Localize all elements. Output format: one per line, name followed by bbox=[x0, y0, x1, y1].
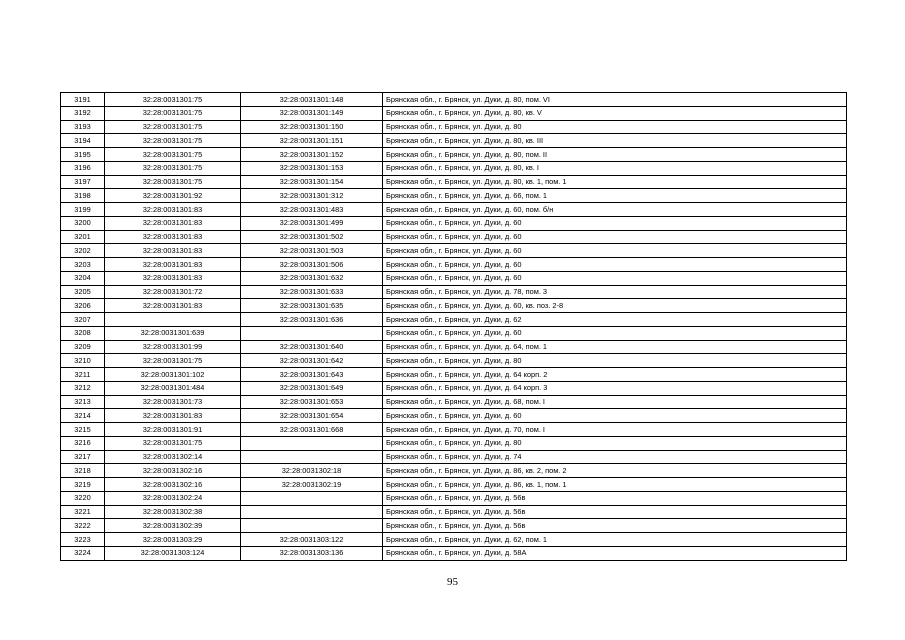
parcel-cadastral-number-cell: 32:28:0031301:72 bbox=[105, 285, 241, 299]
row-number-cell: 3191 bbox=[61, 93, 105, 107]
parcel-cadastral-number-cell: 32:28:0031301:73 bbox=[105, 395, 241, 409]
row-number-cell: 3223 bbox=[61, 533, 105, 547]
row-number-cell: 3222 bbox=[61, 519, 105, 533]
table-row bbox=[61, 340, 847, 354]
row-number-cell: 3217 bbox=[61, 450, 105, 464]
table-row bbox=[61, 368, 847, 382]
row-number-cell: 3203 bbox=[61, 258, 105, 272]
table-row bbox=[61, 354, 847, 368]
address-cell: Брянская обл., г. Брянск, ул. Дуки, д. 56в bbox=[383, 491, 847, 505]
object-cadastral-number-cell: 32:28:0031301:649 bbox=[241, 381, 383, 395]
parcel-cadastral-number-cell: 32:28:0031301:75 bbox=[105, 161, 241, 175]
object-cadastral-number-cell: 32:28:0031301:633 bbox=[241, 285, 383, 299]
address-cell: Брянская обл., г. Брянск, ул. Дуки, д. 80, кв. III bbox=[383, 134, 847, 148]
row-number-cell: 3195 bbox=[61, 148, 105, 162]
parcel-cadastral-number-cell: 32:28:0031301:99 bbox=[105, 340, 241, 354]
object-cadastral-number-cell: 32:28:0031301:653 bbox=[241, 395, 383, 409]
parcel-cadastral-number-cell: 32:28:0031301:83 bbox=[105, 230, 241, 244]
address-cell: Брянская обл., г. Брянск, ул. Дуки, д. 86, кв. 1, пом. 1 bbox=[383, 478, 847, 492]
address-cell: Брянская обл., г. Брянск, ул. Дуки, д. 80, пом. II bbox=[383, 148, 847, 162]
page-number: 95 bbox=[447, 576, 458, 588]
address-cell: Брянская обл., г. Брянск, ул. Дуки, д. 62, пом. 1 bbox=[383, 533, 847, 547]
object-cadastral-number-cell bbox=[241, 519, 383, 533]
address-cell: Брянская обл., г. Брянск, ул. Дуки, д. 74 bbox=[383, 450, 847, 464]
row-number-cell: 3211 bbox=[61, 368, 105, 382]
table-row bbox=[61, 106, 847, 120]
registry-table bbox=[60, 92, 847, 561]
object-cadastral-number-cell: 32:28:0031302:18 bbox=[241, 464, 383, 478]
parcel-cadastral-number-cell: 32:28:0031301:83 bbox=[105, 244, 241, 258]
row-number-cell: 3197 bbox=[61, 175, 105, 189]
row-number-cell: 3194 bbox=[61, 134, 105, 148]
row-number-cell: 3210 bbox=[61, 354, 105, 368]
object-cadastral-number-cell: 32:28:0031301:499 bbox=[241, 216, 383, 230]
object-cadastral-number-cell: 32:28:0031301:153 bbox=[241, 161, 383, 175]
object-cadastral-number-cell: 32:28:0031301:632 bbox=[241, 271, 383, 285]
row-number-cell: 3224 bbox=[61, 546, 105, 560]
row-number-cell: 3219 bbox=[61, 478, 105, 492]
parcel-cadastral-number-cell: 32:28:0031301:83 bbox=[105, 203, 241, 217]
address-cell: Брянская обл., г. Брянск, ул. Дуки, д. 66, пом. 1 bbox=[383, 189, 847, 203]
address-cell: Брянская обл., г. Брянск, ул. Дуки, д. 60 bbox=[383, 326, 847, 340]
address-cell: Брянская обл., г. Брянск, ул. Дуки, д. 80, кв. I bbox=[383, 161, 847, 175]
parcel-cadastral-number-cell: 32:28:0031301:75 bbox=[105, 120, 241, 134]
parcel-cadastral-number-cell: 32:28:0031301:75 bbox=[105, 93, 241, 107]
parcel-cadastral-number-cell: 32:28:0031301:92 bbox=[105, 189, 241, 203]
row-number-cell: 3206 bbox=[61, 299, 105, 313]
address-cell: Брянская обл., г. Брянск, ул. Дуки, д. 64 корп. 2 bbox=[383, 368, 847, 382]
address-cell: Брянская обл., г. Брянск, ул. Дуки, д. 60 bbox=[383, 244, 847, 258]
object-cadastral-number-cell bbox=[241, 505, 383, 519]
row-number-cell: 3221 bbox=[61, 505, 105, 519]
object-cadastral-number-cell bbox=[241, 436, 383, 450]
row-number-cell: 3198 bbox=[61, 189, 105, 203]
object-cadastral-number-cell: 32:28:0031301:150 bbox=[241, 120, 383, 134]
address-cell: Брянская обл., г. Брянск, ул. Дуки, д. 62 bbox=[383, 313, 847, 327]
parcel-cadastral-number-cell: 32:28:0031302:16 bbox=[105, 478, 241, 492]
object-cadastral-number-cell bbox=[241, 491, 383, 505]
parcel-cadastral-number-cell: 32:28:0031301:83 bbox=[105, 216, 241, 230]
table-row bbox=[61, 326, 847, 340]
object-cadastral-number-cell: 32:28:0031301:151 bbox=[241, 134, 383, 148]
address-cell: Брянская обл., г. Брянск, ул. Дуки, д. 80, кв. V bbox=[383, 106, 847, 120]
address-cell: Брянская обл., г. Брянск, ул. Дуки, д. 60 bbox=[383, 409, 847, 423]
address-cell: Брянская обл., г. Брянск, ул. Дуки, д. 78, пом. 3 bbox=[383, 285, 847, 299]
object-cadastral-number-cell: 32:28:0031301:483 bbox=[241, 203, 383, 217]
table-row bbox=[61, 93, 847, 107]
object-cadastral-number-cell: 32:28:0031301:148 bbox=[241, 93, 383, 107]
address-cell: Брянская обл., г. Брянск, ул. Дуки, д. 60 bbox=[383, 230, 847, 244]
row-number-cell: 3199 bbox=[61, 203, 105, 217]
object-cadastral-number-cell: 32:28:0031301:636 bbox=[241, 313, 383, 327]
table-row bbox=[61, 244, 847, 258]
row-number-cell: 3218 bbox=[61, 464, 105, 478]
object-cadastral-number-cell: 32:28:0031301:149 bbox=[241, 106, 383, 120]
parcel-cadastral-number-cell: 32:28:0031301:75 bbox=[105, 175, 241, 189]
table-row bbox=[61, 464, 847, 478]
table-row bbox=[61, 161, 847, 175]
table-row bbox=[61, 436, 847, 450]
table-row bbox=[61, 395, 847, 409]
table-row bbox=[61, 175, 847, 189]
table-row bbox=[61, 478, 847, 492]
table-row bbox=[61, 409, 847, 423]
parcel-cadastral-number-cell: 32:28:0031301:102 bbox=[105, 368, 241, 382]
object-cadastral-number-cell: 32:28:0031301:502 bbox=[241, 230, 383, 244]
address-cell: Брянская обл., г. Брянск, ул. Дуки, д. 80 bbox=[383, 120, 847, 134]
object-cadastral-number-cell: 32:28:0031303:122 bbox=[241, 533, 383, 547]
object-cadastral-number-cell: 32:28:0031301:640 bbox=[241, 340, 383, 354]
row-number-cell: 3213 bbox=[61, 395, 105, 409]
table-row bbox=[61, 299, 847, 313]
object-cadastral-number-cell: 32:28:0031301:154 bbox=[241, 175, 383, 189]
address-cell: Брянская обл., г. Брянск, ул. Дуки, д. 60 bbox=[383, 258, 847, 272]
row-number-cell: 3201 bbox=[61, 230, 105, 244]
address-cell: Брянская обл., г. Брянск, ул. Дуки, д. 60, пом. б/н bbox=[383, 203, 847, 217]
table-row bbox=[61, 491, 847, 505]
address-cell: Брянская обл., г. Брянск, ул. Дуки, д. 58А bbox=[383, 546, 847, 560]
row-number-cell: 3196 bbox=[61, 161, 105, 175]
parcel-cadastral-number-cell: 32:28:0031301:83 bbox=[105, 271, 241, 285]
table-row bbox=[61, 546, 847, 560]
row-number-cell: 3215 bbox=[61, 423, 105, 437]
parcel-cadastral-number-cell: 32:28:0031301:75 bbox=[105, 134, 241, 148]
table-row bbox=[61, 450, 847, 464]
parcel-cadastral-number-cell: 32:28:0031302:38 bbox=[105, 505, 241, 519]
address-cell: Брянская обл., г. Брянск, ул. Дуки, д. 80 bbox=[383, 436, 847, 450]
table-row bbox=[61, 533, 847, 547]
parcel-cadastral-number-cell: 32:28:0031303:29 bbox=[105, 533, 241, 547]
parcel-cadastral-number-cell: 32:28:0031302:39 bbox=[105, 519, 241, 533]
parcel-cadastral-number-cell: 32:28:0031301:75 bbox=[105, 148, 241, 162]
object-cadastral-number-cell: 32:28:0031301:635 bbox=[241, 299, 383, 313]
row-number-cell: 3193 bbox=[61, 120, 105, 134]
table-row bbox=[61, 134, 847, 148]
object-cadastral-number-cell: 32:28:0031301:668 bbox=[241, 423, 383, 437]
object-cadastral-number-cell bbox=[241, 326, 383, 340]
object-cadastral-number-cell: 32:28:0031303:136 bbox=[241, 546, 383, 560]
row-number-cell: 3208 bbox=[61, 326, 105, 340]
address-cell: Брянская обл., г. Брянск, ул. Дуки, д. 80, пом. VI bbox=[383, 93, 847, 107]
row-number-cell: 3209 bbox=[61, 340, 105, 354]
address-cell: Брянская обл., г. Брянск, ул. Дуки, д. 56в bbox=[383, 505, 847, 519]
row-number-cell: 3202 bbox=[61, 244, 105, 258]
table-row bbox=[61, 423, 847, 437]
parcel-cadastral-number-cell: 32:28:0031301:75 bbox=[105, 354, 241, 368]
parcel-cadastral-number-cell: 32:28:0031301:639 bbox=[105, 326, 241, 340]
address-cell: Брянская обл., г. Брянск, ул. Дуки, д. 60, кв. поз. 2-8 bbox=[383, 299, 847, 313]
row-number-cell: 3207 bbox=[61, 313, 105, 327]
table-row bbox=[61, 189, 847, 203]
parcel-cadastral-number-cell: 32:28:0031303:124 bbox=[105, 546, 241, 560]
table-row bbox=[61, 381, 847, 395]
object-cadastral-number-cell: 32:28:0031301:642 bbox=[241, 354, 383, 368]
address-cell: Брянская обл., г. Брянск, ул. Дуки, д. 86, кв. 2, пом. 2 bbox=[383, 464, 847, 478]
row-number-cell: 3220 bbox=[61, 491, 105, 505]
object-cadastral-number-cell: 32:28:0031301:506 bbox=[241, 258, 383, 272]
object-cadastral-number-cell: 32:28:0031301:152 bbox=[241, 148, 383, 162]
address-cell: Брянская обл., г. Брянск, ул. Дуки, д. 56в bbox=[383, 519, 847, 533]
object-cadastral-number-cell bbox=[241, 450, 383, 464]
table-row bbox=[61, 505, 847, 519]
parcel-cadastral-number-cell: 32:28:0031301:75 bbox=[105, 106, 241, 120]
table-row bbox=[61, 216, 847, 230]
address-cell: Брянская обл., г. Брянск, ул. Дуки, д. 60 bbox=[383, 271, 847, 285]
object-cadastral-number-cell: 32:28:0031301:312 bbox=[241, 189, 383, 203]
address-cell: Брянская обл., г. Брянск, ул. Дуки, д. 80, кв. 1, пом. 1 bbox=[383, 175, 847, 189]
parcel-cadastral-number-cell: 32:28:0031301:91 bbox=[105, 423, 241, 437]
address-cell: Брянская обл., г. Брянск, ул. Дуки, д. 64, пом. 1 bbox=[383, 340, 847, 354]
parcel-cadastral-number-cell bbox=[105, 313, 241, 327]
row-number-cell: 3216 bbox=[61, 436, 105, 450]
row-number-cell: 3212 bbox=[61, 381, 105, 395]
table-row bbox=[61, 230, 847, 244]
row-number-cell: 3204 bbox=[61, 271, 105, 285]
address-cell: Брянская обл., г. Брянск, ул. Дуки, д. 68, пом. I bbox=[383, 395, 847, 409]
parcel-cadastral-number-cell: 32:28:0031302:24 bbox=[105, 491, 241, 505]
address-cell: Брянская обл., г. Брянск, ул. Дуки, д. 64 корп. 3 bbox=[383, 381, 847, 395]
address-cell: Брянская обл., г. Брянск, ул. Дуки, д. 80 bbox=[383, 354, 847, 368]
parcel-cadastral-number-cell: 32:28:0031301:83 bbox=[105, 409, 241, 423]
parcel-cadastral-number-cell: 32:28:0031301:83 bbox=[105, 258, 241, 272]
object-cadastral-number-cell: 32:28:0031302:19 bbox=[241, 478, 383, 492]
object-cadastral-number-cell: 32:28:0031301:654 bbox=[241, 409, 383, 423]
table-row bbox=[61, 519, 847, 533]
table-row bbox=[61, 271, 847, 285]
parcel-cadastral-number-cell: 32:28:0031301:83 bbox=[105, 299, 241, 313]
registry-table-body bbox=[61, 93, 847, 561]
table-row bbox=[61, 313, 847, 327]
table-row bbox=[61, 148, 847, 162]
object-cadastral-number-cell: 32:28:0031301:503 bbox=[241, 244, 383, 258]
parcel-cadastral-number-cell: 32:28:0031301:75 bbox=[105, 436, 241, 450]
address-cell: Брянская обл., г. Брянск, ул. Дуки, д. 60 bbox=[383, 216, 847, 230]
table-row bbox=[61, 203, 847, 217]
row-number-cell: 3200 bbox=[61, 216, 105, 230]
table-row bbox=[61, 258, 847, 272]
table-row bbox=[61, 285, 847, 299]
parcel-cadastral-number-cell: 32:28:0031302:14 bbox=[105, 450, 241, 464]
parcel-cadastral-number-cell: 32:28:0031302:16 bbox=[105, 464, 241, 478]
address-cell: Брянская обл., г. Брянск, ул. Дуки, д. 70, пом. I bbox=[383, 423, 847, 437]
table-row bbox=[61, 120, 847, 134]
row-number-cell: 3192 bbox=[61, 106, 105, 120]
object-cadastral-number-cell: 32:28:0031301:643 bbox=[241, 368, 383, 382]
row-number-cell: 3205 bbox=[61, 285, 105, 299]
row-number-cell: 3214 bbox=[61, 409, 105, 423]
parcel-cadastral-number-cell: 32:28:0031301:484 bbox=[105, 381, 241, 395]
